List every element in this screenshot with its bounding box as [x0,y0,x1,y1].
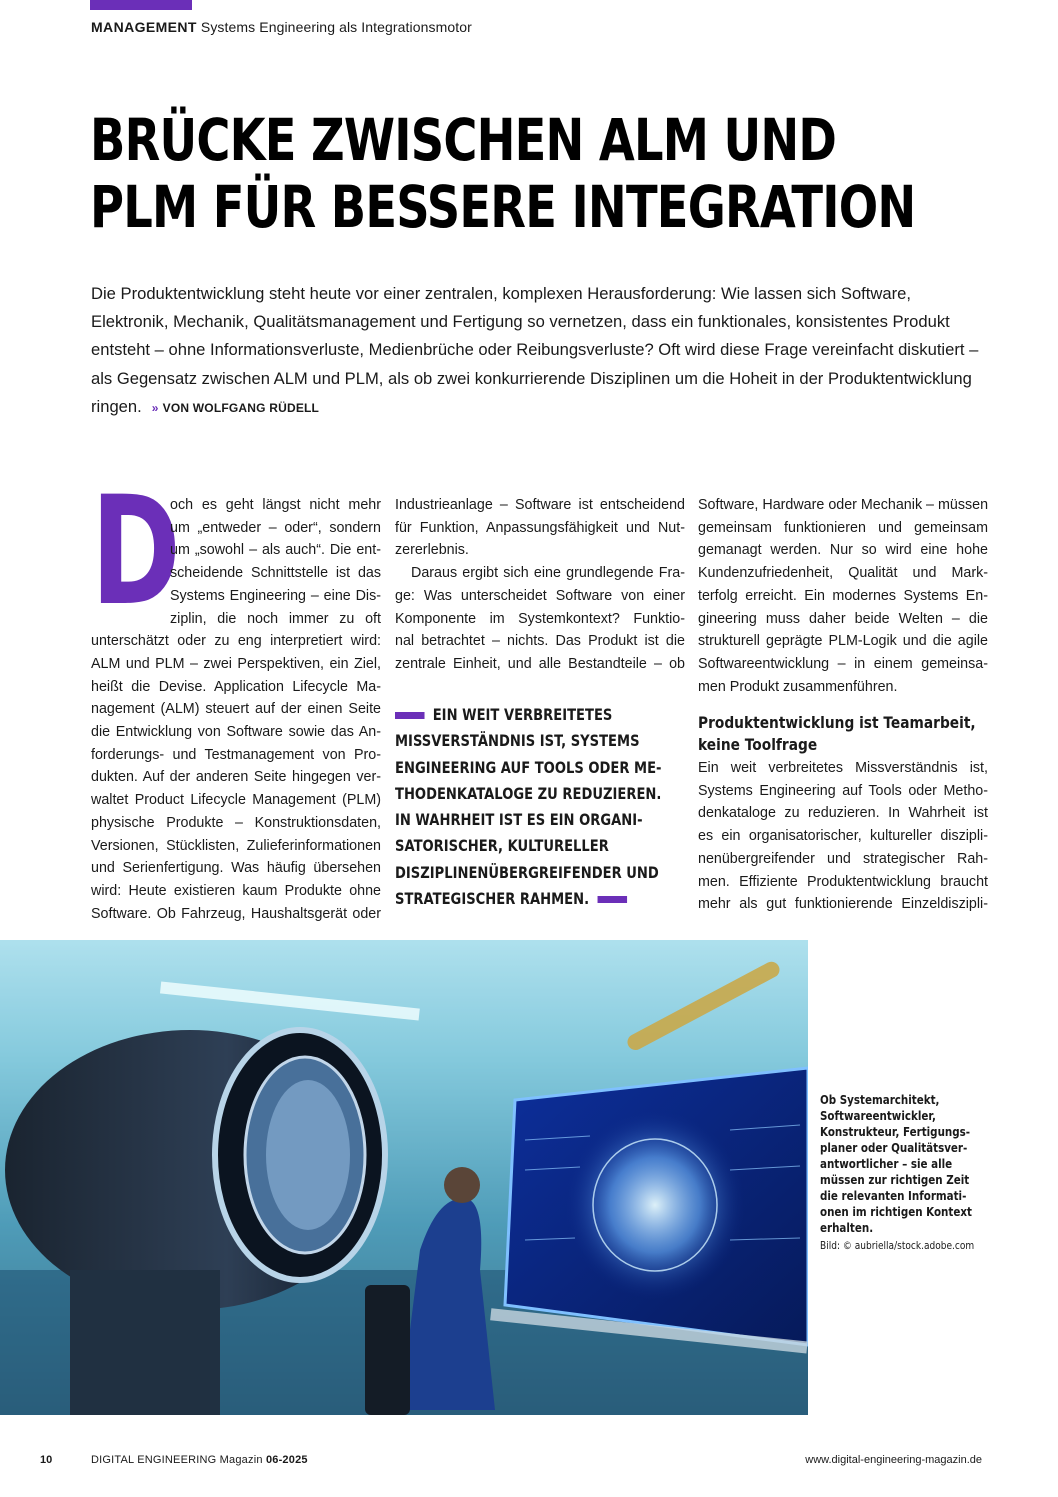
body-line: Ein weit verbreitetes Missverständnis ist, [698,760,988,776]
quote-open-bar [395,712,425,719]
caption-line: antwortlicher – sie alle [820,1157,953,1171]
body-line: um „sowohl – als auch“. Die ent- [170,542,381,559]
body-line: terfolg erreicht. Ein modernes Systems En- [698,587,988,604]
body-line: Industrieanlage – Software ist entscheidend [395,497,685,513]
subhead-line: keine Toolfrage [698,735,818,754]
body-line: Kundenzufriedenheit, Qualität und Mark- [698,565,988,582]
body-line: gineering muss daher beide Welten – die [698,610,988,627]
caption-line: Softwareentwickler, [820,1109,936,1123]
body-line: gemanagt werden. Nur so wird eine hohe [698,542,988,559]
body-line: Versionen, Stücklisten, Zulieferinformationen [91,837,381,854]
body-line: wird: Heute existieren kaum Produkte ohne [91,882,381,899]
body-column-2 [395,494,685,676]
caption-line: Konstrukteur, Fertigungs- [820,1125,971,1139]
body-line: nal betrachtet – nichts. Das Produkt ist die [395,633,685,650]
headline-line: BRÜCKE ZWISCHEN ALM UND [90,106,837,174]
lead-line: entsteht – ohne Informationsverluste, Medienbrüche oder Reibungsverluste? Oft wird diese Frage vereinfacht diskutiert – [91,340,979,360]
byline-arrow-icon: » [151,400,159,415]
section-label: MANAGEMENT [91,19,197,35]
body-line: physische Produkte – Konstruktionsdaten, [91,814,381,831]
body-line: dukten. Auf der anderen Seite hingegen ver- [91,769,381,786]
body-line: es ein organisatorischer, kultureller diszipli- [698,828,988,845]
body-line: ge: Was unterscheidet Software von einer [395,587,685,604]
subhead-line: Produktentwicklung ist Teamarbeit, [698,713,976,732]
body-line: heißt die Devise. Application Lifecycle Ma- [91,678,381,695]
body-line: um „entweder – oder“, sondern [170,519,381,536]
body-line: zererlebnis. [395,542,469,559]
quote-line: THODENKATALOGE ZU REDUZIEREN. [395,783,662,803]
body-line: Software, Hardware oder Mechanik – müssen [698,497,989,513]
body-line: die Entwicklung von Software sowie das An- [91,724,381,741]
quote-text: STRATEGISCHER RAHMEN. [395,889,590,909]
body-line: men Produkt zusammenführen. [698,678,898,695]
body-line: denkataloge zu reduzieren. In Wahrheit ist [698,805,988,822]
body-column-3 [698,494,988,698]
footer-url-link[interactable]: www.digital-engineering-magazin.de [805,1454,982,1466]
caption-line: erhalten. [820,1221,874,1235]
magazine-name: DIGITAL ENGINEERING Magazin [91,1454,263,1466]
issue-number: 06-2025 [265,1454,308,1466]
body-line: forderungs- und Testmanagement von Pro- [91,746,381,763]
body-line: och es geht längst nicht mehr [170,497,381,513]
body-line: mehr als gut funktionierende Einzeldiszipli- [698,896,988,913]
section-subheading [698,712,998,756]
photo-caption [820,1092,1020,1254]
quote-line [395,702,633,728]
lead-line-last [91,393,1011,422]
body-line: und Serienfertigung. Was häufig übersehen [91,860,381,877]
pull-quote [395,702,685,912]
quote-line: IN WAHRHEIT IST ES EIN ORGANI- [395,810,643,830]
lead-line: als Gegensatz zwischen ALM und PLM, als ob zwei konkurrierende Disziplinen um die Hoheit in der Produktentwicklung [91,368,972,388]
caption-line: onen im richtigen Kontext [820,1205,972,1219]
body-line: nagement (ALM) steuert auf der einen Seite [91,701,381,718]
body-line: Komponente im Systemkontext? Funktio- [395,610,685,627]
quote-line: MISSVERSTÄNDNIS IST, SYSTEMS [395,731,640,751]
quote-line [395,886,633,912]
body-line: strukturell geprägte PLM-Logik und die agile [698,633,988,650]
body-line: men. Effiziente Produktentwicklung braucht [698,873,988,890]
section-accent-bar [90,0,192,10]
byline [152,401,319,415]
body-line: waltet Product Lifecycle Management (PLM) [91,792,381,809]
page-number: 10 [40,1454,53,1466]
body-line: gemeinsam funktionieren und gemeinsam [698,519,988,536]
caption-line: Ob Systemarchitekt, [820,1093,940,1107]
quote-text: EIN WEIT VERBREITETES [432,705,613,724]
quote-line: ENGINEERING AUF TOOLS ODER ME- [395,757,662,777]
body-line: ALM und PLM – zwei Perspektiven, ein Ziel, [91,655,381,672]
body-line: zentrale Einheit, und alle Bestandteile – ob [395,655,685,672]
body-line: Software. Ob Fahrzeug, Haushaltsgerät oder [91,905,381,922]
body-line: scheidende Schnittstelle ist das [170,565,381,582]
body-column-1 [91,465,381,925]
body-line: unterschätzt oder zu eng interpretiert wird: [91,633,381,650]
headline-line: PLM FÜR BESSERE INTEGRATION [90,173,916,241]
section-rubric [91,19,472,35]
quote-line: DISZIPLINENÜBERGREIFENDER UND [395,862,659,882]
byline-author: VON WOLFGANG RÜDELL [162,400,320,415]
lead-line: Elektronik, Mechanik, Qualitätsmanagement und Fertigung so vernetzen, dass ein funktionales, konsistentes Produkt [91,312,950,332]
body-line: Softwareentwicklung – in einem gemeinsa- [698,655,988,672]
lead-line-text: ringen. [91,396,142,416]
photo-credit: Bild: © aubriella/stock.adobe.com [820,1240,975,1252]
caption-line: die relevanten Informati- [820,1189,967,1203]
article-lead [91,280,1011,422]
body-line: Systems Engineering – eine Dis- [170,587,381,604]
article-headline [90,106,916,241]
engineering-lab-illustration [0,940,808,1415]
article-photo [0,940,808,1415]
section-topic: Systems Engineering als Integrationsmotor [200,19,472,35]
dropcap: D [91,465,181,639]
caption-line: müssen zur richtigen Zeit [820,1173,970,1187]
quote-line: SATORISCHER, KULTURELLER [395,836,609,856]
caption-line: planer oder Qualitätsver- [820,1141,968,1155]
body-column-3-continued [698,757,988,916]
body-line: Daraus ergibt sich eine grundlegende Fra- [411,565,685,582]
body-line: für Funktion, Anpassungsfähigkeit und Nut- [395,519,685,536]
body-line: Systems Engineering auf Tools oder Metho- [698,782,988,799]
body-line: ziplin, die noch immer zu oft [170,610,381,627]
lead-line: Die Produktentwicklung steht heute vor einer zentralen, komplexen Herausforderung: Wie lassen sich Software, [91,284,911,303]
quote-close-bar [597,896,627,903]
body-line: nenübergreifender und strategischer Rah- [698,850,988,867]
footer-magazine [91,1454,308,1466]
